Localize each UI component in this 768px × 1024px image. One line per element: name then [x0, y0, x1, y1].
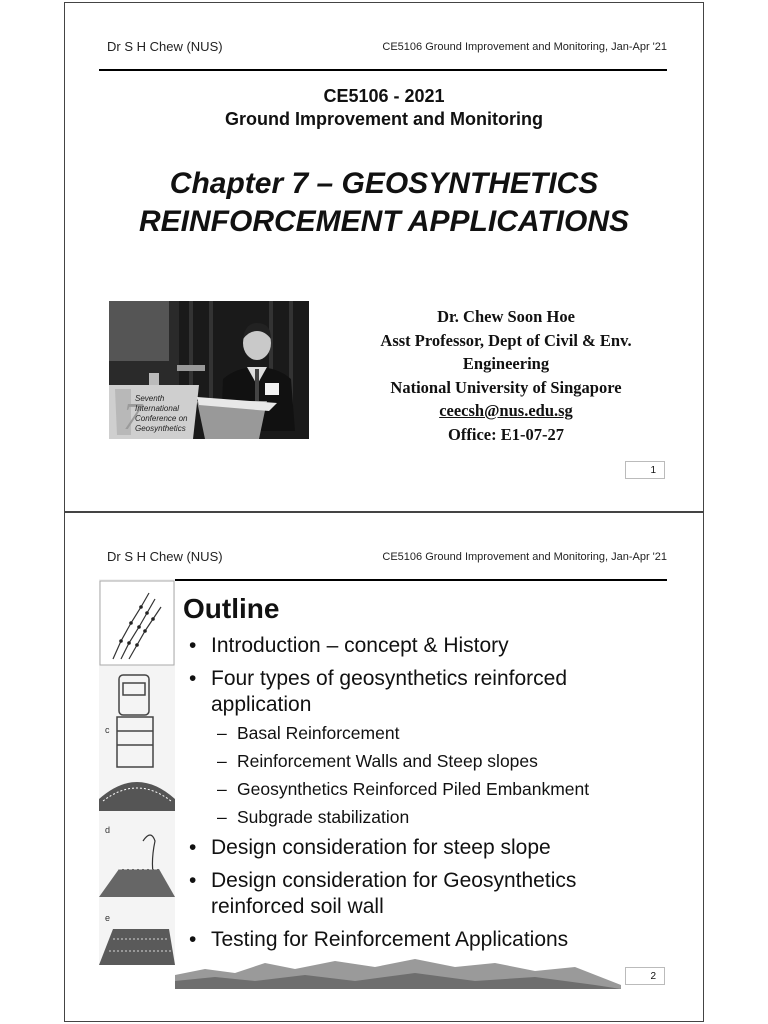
- sub-list-item: – Geosynthetics Reinforced Piled Embankment: [217, 779, 590, 799]
- dash-icon: –: [217, 807, 227, 827]
- header-author: Dr S H Chew (NUS): [107, 549, 223, 564]
- sign-line-3: Conference on: [135, 414, 188, 423]
- header-author: Dr S H Chew (NUS): [107, 39, 223, 54]
- sub-list: [211, 722, 665, 828]
- sign-line-1: Seventh: [135, 394, 165, 403]
- deco-letter-c: c: [105, 725, 110, 735]
- page-number: 1: [625, 461, 665, 479]
- author-title: Asst Professor, Dept of Civil & Env.: [380, 330, 632, 350]
- list-item: • Testing for Reinforcement Applications: [189, 928, 569, 951]
- bullet-icon: •: [189, 928, 197, 951]
- sub-list-item: – Basal Reinforcement: [217, 723, 400, 743]
- sign-line-4: Geosynthetics: [135, 424, 186, 433]
- bullet-icon: •: [189, 667, 197, 690]
- mountain-banner: [175, 955, 621, 989]
- list-item: • Design consideration for Geosynthetics reinforced soil wall: [189, 869, 577, 918]
- course-name: Ground Improvement and Monitoring: [225, 109, 543, 129]
- chapter-title-line-1: Chapter 7 – GEOSYNTHETICS: [169, 167, 599, 200]
- course-heading: [65, 85, 703, 131]
- slide-1: [64, 2, 704, 512]
- deco-letter-d: d: [105, 825, 111, 835]
- list-item: • Design consideration for steep slope: [189, 836, 551, 859]
- decorative-illustration: [99, 579, 175, 965]
- speaker-photo: [109, 301, 309, 439]
- author-name: Dr. Chew Soon Hoe: [437, 307, 575, 326]
- outline-title: Outline: [183, 593, 280, 624]
- dash-icon: –: [217, 751, 227, 771]
- header-course: CE5106 Ground Improvement and Monitoring, Jan-Apr '21: [382, 41, 667, 53]
- sub-list-item: – Reinforcement Walls and Steep slopes: [217, 751, 538, 771]
- sign-line-2: International: [135, 404, 180, 413]
- author-title-cont: Engineering: [462, 354, 550, 373]
- author-affiliation: National University of Singapore: [390, 377, 622, 397]
- chapter-title: [65, 165, 703, 241]
- dash-icon: –: [217, 723, 227, 743]
- sub-list-item: – Subgrade stabilization: [217, 807, 410, 827]
- bullet-icon: •: [189, 869, 197, 892]
- page-number: 2: [625, 967, 665, 985]
- header-rule: [99, 69, 667, 71]
- author-email-link[interactable]: ceecsh@nus.edu.sg: [439, 401, 573, 420]
- list-item: • Introduction – concept & History: [189, 634, 509, 657]
- bullet-icon: •: [189, 836, 197, 859]
- course-code: CE5106 - 2021: [323, 86, 445, 106]
- chapter-title-line-2: REINFORCEMENT APPLICATIONS: [138, 205, 629, 238]
- slide-2: [64, 512, 704, 1022]
- svg-text:7: 7: [123, 396, 142, 438]
- author-block: [331, 305, 681, 446]
- dash-icon: –: [217, 779, 227, 799]
- deco-letter-e: e: [105, 913, 111, 923]
- header-rule: [99, 579, 667, 581]
- list-item: • Four types of geosynthetics reinforced application – Basal Reinforcement – Reinforcement Walls and Steep slopes – Geosynthetics Reinforced Piled Embankment – Subgrade stabilization: [185, 666, 665, 828]
- header-course: CE5106 Ground Improvement and Monitoring, Jan-Apr '21: [382, 551, 667, 563]
- outline-list: [185, 633, 665, 960]
- bullet-icon: •: [189, 634, 197, 657]
- author-office: Office: E1-07-27: [448, 424, 564, 444]
